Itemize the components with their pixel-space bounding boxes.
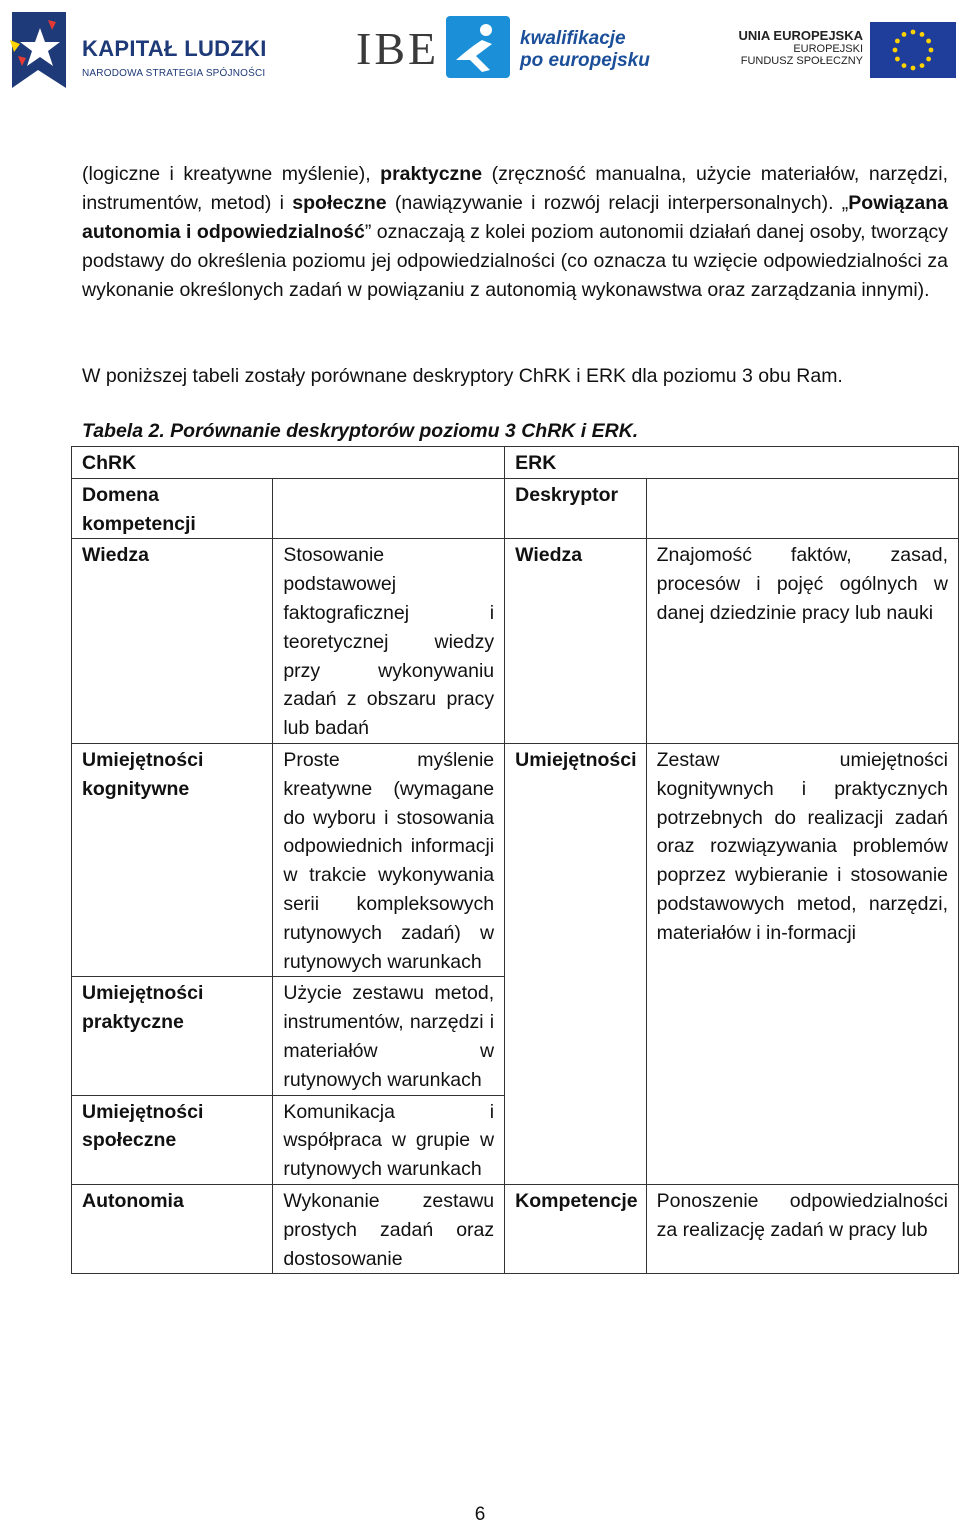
kapital-ludzki-subtitle: NARODOWA STRATEGIA SPÓJNOŚCI [82, 68, 266, 79]
paragraph-table-intro: W poniższej tabeli zostały porównane deskryptory ChRK i ERK dla poziomu 3 obu Ram. [82, 365, 843, 387]
header-empty-chrk [273, 478, 505, 539]
chrk-domain-cell: Wiedza [72, 539, 273, 744]
para1-text-4: ” oznaczają z kolei poziom autonomii działań danej osoby, tworzący podstawy do określenia poziomu jej odpowiedzialności (co oznacza tu wzięcie odpowiedzialności za wykonanie określonych zadań w powiązaniu z autonomią wykonawstwa oraz zarządzania innymi). [82, 221, 948, 301]
erk-descriptor-cell: Ponoszenie odpowiedzialności za realizację zadań w pracy lub [646, 1184, 958, 1273]
eu-label-line1: UNIA EUROPEJSKA [738, 28, 863, 43]
kwalifikacje-logo [440, 14, 650, 84]
eu-flag-icon [870, 22, 956, 78]
kapital-ludzki-title: KAPITAŁ LUDZKI [82, 36, 267, 61]
chrk-domain-cell: Umiejętności praktyczne [72, 977, 273, 1095]
table-row [72, 539, 959, 744]
erk-domain-cell: Kompetencje [505, 1184, 646, 1273]
chrk-domain-cell: Autonomia [72, 1184, 273, 1273]
header-logos [0, 0, 960, 100]
eu-label-line2: EUROPEJSKI [793, 43, 863, 55]
header-empty-erk [646, 478, 958, 539]
kwalifikacje-line2: po europejsku [520, 50, 650, 71]
kwalifikacje-line1: kwalifikacje [520, 28, 626, 49]
erk-descriptor-cell: Zestaw umiejętności kognitywnych i praktycznych potrzebnych do realizacji zadań oraz rozwiązywania problemów poprzez wybieranie i stosowanie podstawowych metod, narzędzi, materiałów i in-formacji [646, 743, 958, 1184]
para1-text-3: (nawiązywanie i rozwój relacji interpersonalnych). „ [386, 192, 849, 214]
table-caption: Tabela 2. Porównanie deskryptorów poziomu 3 ChRK i ERK. [82, 420, 639, 442]
kapital-ludzki-emblem-icon [8, 8, 72, 92]
erk-domain-cell: Umiejętności [505, 743, 646, 1184]
erk-descriptor-cell: Znajomość faktów, zasad, procesów i pojęć ogólnych w danej dziedzinie pracy lub nauki [646, 539, 958, 744]
page-number: 6 [474, 1504, 486, 1525]
comparison-table [71, 446, 959, 1274]
para1-bold-1: praktyczne [380, 163, 483, 185]
kwalifikacje-figure-icon [446, 16, 510, 78]
header-deskryptor: Deskryptor [505, 478, 646, 539]
chrk-descriptor-cell: Komunikacja i współpraca w grupie w rutynowych warunkach [273, 1095, 505, 1184]
header-erk: ERK [505, 447, 959, 479]
table-row [72, 1184, 959, 1273]
ibe-logo-text: IBE [356, 23, 440, 74]
table-header-row [72, 447, 959, 479]
paragraph-intro [82, 160, 948, 305]
chrk-descriptor-cell: Użycie zestawu metod, instrumentów, narzędzi i materiałów w rutynowych warunkach [273, 977, 505, 1095]
erk-domain-cell: Wiedza [505, 539, 646, 744]
kapital-ludzki-logo [8, 8, 278, 92]
header-domena: Domena kompetencji [72, 478, 273, 539]
para1-text-2: (zręczność manualna, użycie materiałów, narzędzi, instrumentów, metod) i [82, 163, 948, 214]
chrk-descriptor-cell: Proste myślenie kreatywne (wymagane do wyboru i stosowania odpowiednich informacji w trakcie wykonywania serii kompleksowych rutynowych zadań) w rutynowych warunkach [273, 743, 505, 976]
para1-bold-2: społeczne [292, 192, 387, 214]
chrk-domain-cell: Umiejętności kognitywne [72, 743, 273, 976]
eu-label [738, 28, 863, 67]
para1-bold-3: Powiązana autonomia i odpowiedzialność [82, 192, 948, 243]
chrk-descriptor-cell: Wykonanie zestawu prostych zadań oraz dostosowanie [273, 1184, 505, 1273]
header-chrk: ChRK [72, 447, 505, 479]
para1-text-1: (logiczne i kreatywne myślenie), [82, 163, 381, 185]
table-row [72, 743, 959, 976]
table-subheader-row [72, 478, 959, 539]
eu-label-line3: FUNDUSZ SPOŁECZNY [740, 55, 863, 67]
chrk-domain-cell: Umiejętności społeczne [72, 1095, 273, 1184]
chrk-descriptor-cell: Stosowanie podstawowej faktograficznej i teoretycznej wiedzy przy wykonywaniu zadań z obszaru pracy lub badań [273, 539, 505, 744]
